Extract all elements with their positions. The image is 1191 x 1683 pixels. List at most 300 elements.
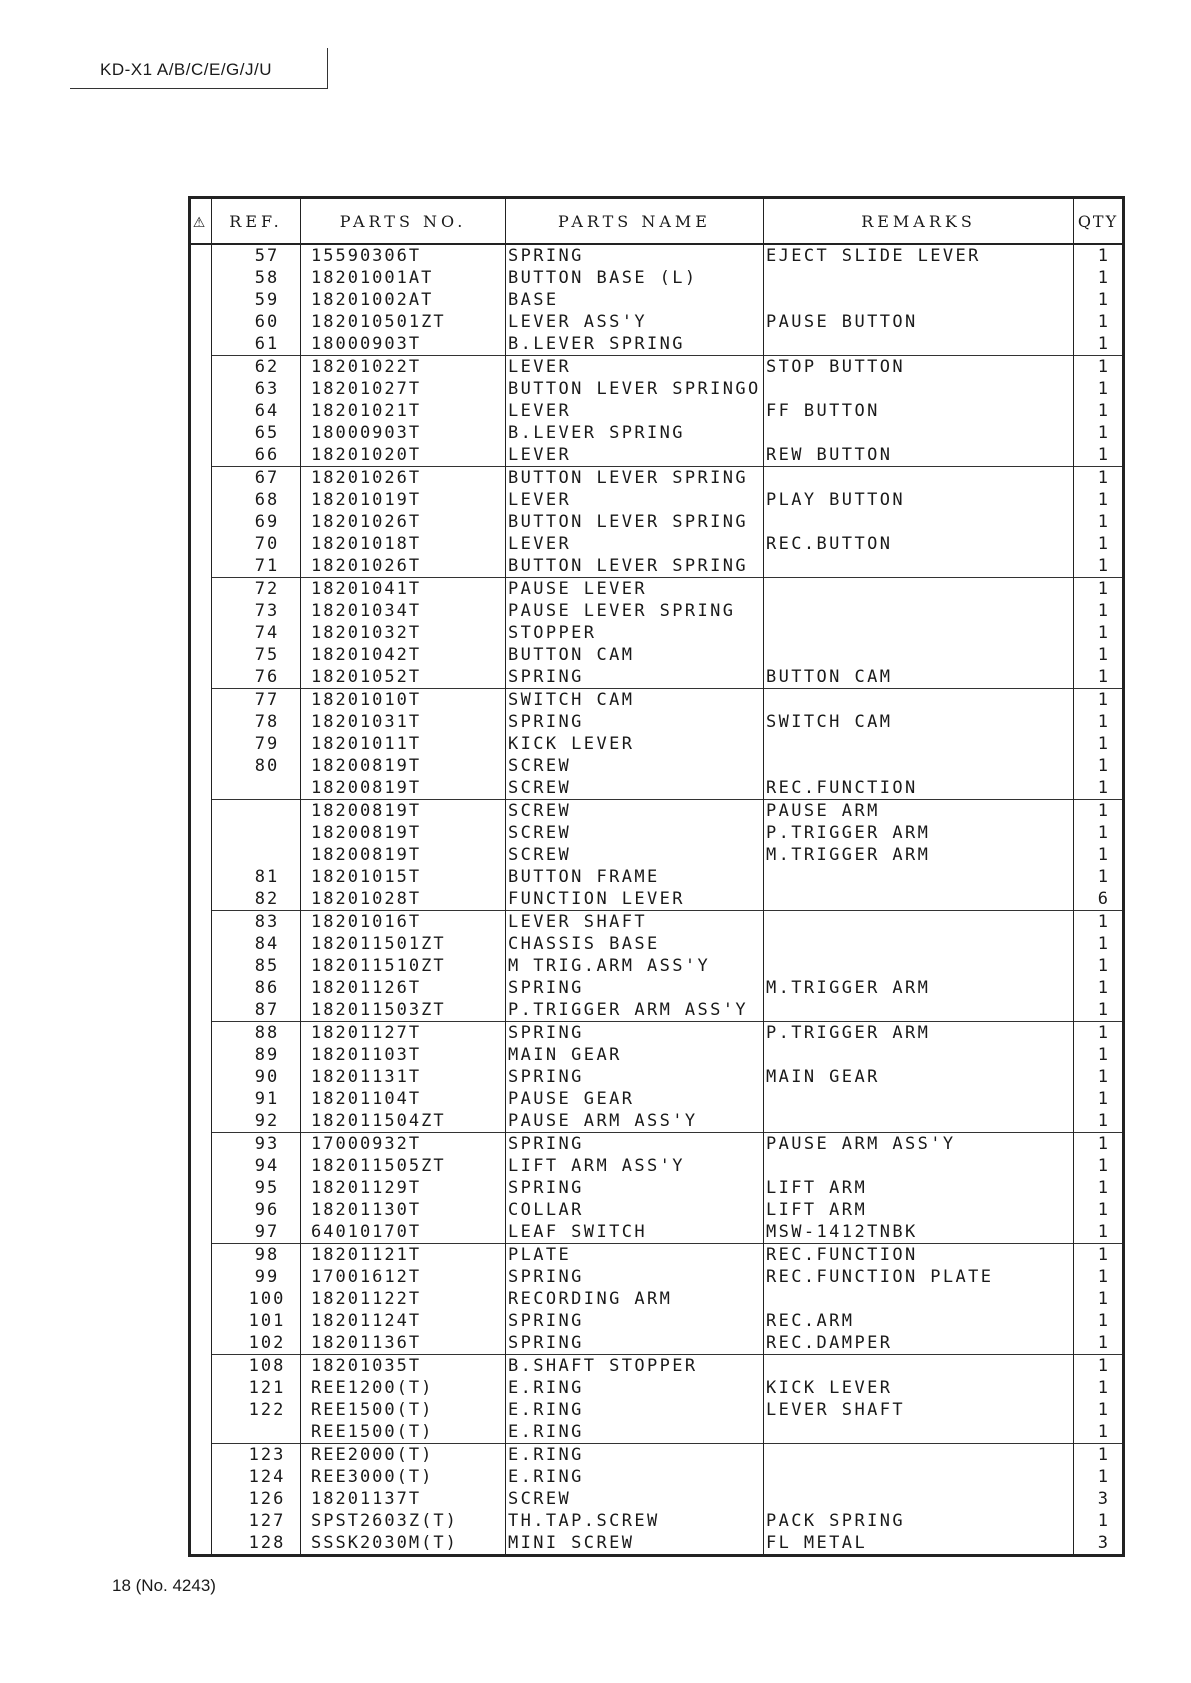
remarks-line (764, 267, 1073, 289)
qty-line: 1 (1097, 312, 1108, 332)
qty-line: 1 (1097, 690, 1108, 710)
warning-cell (190, 244, 212, 356)
parts-name-cell (506, 1444, 764, 1556)
parts-no-line: REE2000(T) (311, 1445, 434, 1465)
parts-no-line: 64010170T (311, 1222, 422, 1242)
warning-cell (190, 1022, 212, 1133)
parts-name-cell (506, 467, 764, 578)
remarks-cell (764, 356, 1074, 467)
parts-name-line: E.RING (508, 1467, 584, 1487)
qty-line: 1 (1097, 579, 1108, 599)
parts-no-line: 182011503ZT (311, 1000, 446, 1020)
qty-line: 1 (1097, 1111, 1108, 1131)
parts-no-line: REE1200(T) (311, 1378, 434, 1398)
qty-line: 1 (1097, 290, 1108, 310)
qty-line: 1 (1097, 756, 1108, 776)
parts-name-cell (506, 356, 764, 467)
remarks-line: REC.ARM (766, 1311, 855, 1331)
parts-name-line: SPRING (508, 1311, 584, 1331)
parts-name-line: BUTTON LEVER SPRINGO (508, 379, 761, 399)
parts-no-line: 18201031T (311, 712, 422, 732)
remarks-line: SWITCH CAM (766, 712, 893, 732)
parts-no-line: 18201131T (311, 1067, 422, 1087)
parts-no-line: 18201028T (311, 889, 422, 909)
ref-line: 80 (254, 756, 280, 776)
parts-name-line: SPRING (508, 667, 584, 687)
qty-line: 1 (1097, 401, 1108, 421)
table-row-group (190, 1022, 1124, 1133)
remarks-line: LEVER SHAFT (766, 1400, 905, 1420)
parts-name-line: SCREW (508, 756, 572, 776)
remarks-line (764, 622, 1073, 644)
qty-line: 6 (1097, 889, 1108, 909)
parts-no-line: 182011504ZT (311, 1111, 446, 1131)
qty-line: 1 (1097, 867, 1108, 887)
warning-cell (190, 800, 212, 911)
parts-name-line: BUTTON LEVER SPRING (508, 468, 749, 488)
remarks-line: REC.DAMPER (766, 1333, 893, 1353)
parts-no-column-header: PARTS NO. (301, 198, 506, 245)
ref-cell (212, 1355, 301, 1444)
parts-name-column-header: PARTS NAME (506, 198, 764, 245)
parts-no-line: 182011505ZT (311, 1156, 446, 1176)
remarks-line (764, 911, 1073, 933)
warning-cell (190, 1133, 212, 1244)
ref-line: 73 (254, 601, 280, 621)
table-row-group (190, 1133, 1124, 1244)
parts-no-line: 18201011T (311, 734, 422, 754)
parts-no-line: 18000903T (311, 334, 422, 354)
parts-name-line: SPRING (508, 978, 584, 998)
parts-name-line: PAUSE LEVER (508, 579, 647, 599)
ref-cell (212, 800, 301, 911)
ref-line: 89 (254, 1045, 280, 1065)
ref-line: 58 (254, 268, 280, 288)
ref-line: 79 (254, 734, 280, 754)
parts-name-line: CHASSIS BASE (508, 934, 660, 954)
parts-no-line: 18201022T (311, 357, 422, 377)
qty-line: 1 (1097, 1045, 1108, 1065)
parts-name-line: BASE (508, 290, 559, 310)
ref-line: 59 (254, 290, 280, 310)
parts-no-line: SSSK2030M(T) (311, 1533, 458, 1553)
parts-name-line: PAUSE GEAR (508, 1089, 635, 1109)
parts-no-line: 18201027T (311, 379, 422, 399)
parts-no-line: 18201010T (311, 690, 422, 710)
qty-line: 1 (1097, 468, 1108, 488)
warning-cell (190, 1244, 212, 1355)
parts-name-line: SPRING (508, 712, 584, 732)
remarks-line (764, 578, 1073, 600)
qty-cell (1074, 800, 1124, 911)
warning-column-header (190, 198, 212, 245)
ref-line: 74 (254, 623, 280, 643)
ref-line: 66 (254, 445, 280, 465)
parts-name-line: BUTTON FRAME (508, 867, 660, 887)
qty-cell (1074, 689, 1124, 800)
parts-name-line: LEVER (508, 534, 572, 554)
parts-name-cell (506, 1133, 764, 1244)
parts-name-line: SPRING (508, 1267, 584, 1287)
ref-line: 93 (254, 1134, 280, 1154)
qty-line: 1 (1097, 334, 1108, 354)
ref-line: 86 (254, 978, 280, 998)
parts-no-line: 18201026T (311, 556, 422, 576)
ref-line: 87 (254, 1000, 280, 1020)
parts-name-line: FUNCTION LEVER (508, 889, 685, 909)
qty-cell (1074, 244, 1124, 356)
remarks-line: M.TRIGGER ARM (766, 978, 931, 998)
qty-line: 1 (1097, 1356, 1108, 1376)
warning-cell (190, 689, 212, 800)
parts-list-table (188, 196, 1125, 1557)
remarks-line: STOP BUTTON (766, 357, 905, 377)
parts-name-line: SWITCH CAM (508, 690, 635, 710)
ref-line: 122 (248, 1400, 286, 1420)
table-row-group (190, 1244, 1124, 1355)
qty-line: 1 (1097, 1467, 1108, 1487)
ref-line: 98 (254, 1245, 280, 1265)
parts-no-line: 18201126T (311, 978, 422, 998)
ref-line: 124 (248, 1467, 286, 1487)
remarks-cell (764, 1244, 1074, 1355)
qty-cell (1074, 1355, 1124, 1444)
ref-line (212, 844, 300, 866)
parts-no-line: 18200819T (311, 778, 422, 798)
parts-name-line: LEVER SHAFT (508, 912, 647, 932)
qty-line: 1 (1097, 601, 1108, 621)
parts-name-line: B.LEVER SPRING (508, 334, 685, 354)
parts-no-line: 18201034T (311, 601, 422, 621)
parts-no-line: 18201018T (311, 534, 422, 554)
qty-line: 1 (1097, 1245, 1108, 1265)
ref-cell (212, 1444, 301, 1556)
parts-name-line: SCREW (508, 823, 572, 843)
parts-no-line: 18000903T (311, 423, 422, 443)
parts-name-cell (506, 1355, 764, 1444)
parts-name-line: LIFT ARM ASS'Y (508, 1156, 685, 1176)
parts-no-line: 18201042T (311, 645, 422, 665)
parts-no-line: 18201130T (311, 1200, 422, 1220)
parts-name-line: PAUSE ARM ASS'Y (508, 1111, 698, 1131)
parts-name-line: SPRING (508, 246, 584, 266)
parts-no-line: 18201041T (311, 579, 422, 599)
parts-name-line: SPRING (508, 1178, 584, 1198)
parts-name-line: STOPPER (508, 623, 597, 643)
parts-name-cell (506, 689, 764, 800)
ref-line: 101 (248, 1311, 286, 1331)
qty-line: 1 (1097, 1511, 1108, 1531)
parts-no-cell (301, 1444, 506, 1556)
warning-cell (190, 911, 212, 1022)
remarks-line (764, 1110, 1073, 1132)
remarks-line: FL METAL (766, 1533, 868, 1553)
ref-line: 96 (254, 1200, 280, 1220)
remarks-line (764, 422, 1073, 444)
ref-line: 82 (254, 889, 280, 909)
parts-name-cell (506, 800, 764, 911)
remarks-line: EJECT SLIDE LEVER (766, 246, 981, 266)
ref-line: 88 (254, 1023, 280, 1043)
parts-name-line: SPRING (508, 1333, 584, 1353)
parts-name-cell (506, 244, 764, 356)
parts-name-line: PAUSE LEVER SPRING (508, 601, 736, 621)
ref-line: 65 (254, 423, 280, 443)
qty-line: 1 (1097, 667, 1108, 687)
parts-no-cell (301, 467, 506, 578)
remarks-line (764, 933, 1073, 955)
ref-line: 57 (254, 246, 280, 266)
ref-line: 81 (254, 867, 280, 887)
remarks-cell (764, 689, 1074, 800)
header-rule (70, 88, 328, 89)
qty-line: 1 (1097, 490, 1108, 510)
qty-cell (1074, 911, 1124, 1022)
ref-line: 127 (248, 1511, 286, 1531)
qty-cell (1074, 1022, 1124, 1133)
qty-line: 1 (1097, 1156, 1108, 1176)
qty-line: 1 (1097, 912, 1108, 932)
parts-name-line: BUTTON CAM (508, 645, 635, 665)
parts-no-line: 18201127T (311, 1023, 422, 1043)
parts-name-line: SCREW (508, 801, 572, 821)
parts-name-line: E.RING (508, 1378, 584, 1398)
remarks-cell (764, 244, 1074, 356)
qty-line: 1 (1097, 268, 1108, 288)
parts-no-line: 18201124T (311, 1311, 422, 1331)
remarks-line (764, 733, 1073, 755)
qty-line: 1 (1097, 1222, 1108, 1242)
remarks-line (764, 378, 1073, 400)
ref-line: 63 (254, 379, 280, 399)
parts-no-line: REE3000(T) (311, 1467, 434, 1487)
remarks-line: REC.BUTTON (766, 534, 893, 554)
warning-cell (190, 1355, 212, 1444)
remarks-line: PAUSE ARM (766, 801, 880, 821)
parts-no-line: REE1500(T) (311, 1400, 434, 1420)
parts-name-line: SCREW (508, 845, 572, 865)
remarks-line: REC.FUNCTION PLATE (766, 1267, 994, 1287)
qty-line: 1 (1097, 1023, 1108, 1043)
remarks-cell (764, 911, 1074, 1022)
parts-no-cell (301, 1355, 506, 1444)
parts-no-line: SPST2603Z(T) (311, 1511, 458, 1531)
table-header-row (190, 198, 1124, 245)
ref-line: 62 (254, 357, 280, 377)
qty-line: 3 (1097, 1489, 1108, 1509)
qty-line: 1 (1097, 1067, 1108, 1087)
ref-line: 72 (254, 579, 280, 599)
ref-line: 76 (254, 667, 280, 687)
qty-cell (1074, 356, 1124, 467)
remarks-line: LIFT ARM (766, 1178, 868, 1198)
ref-line: 128 (248, 1533, 286, 1553)
parts-no-line: 15590306T (311, 246, 422, 266)
remarks-line (764, 511, 1073, 533)
parts-name-line: SPRING (508, 1067, 584, 1087)
remarks-line: PLAY BUTTON (766, 490, 905, 510)
ref-line (212, 1421, 300, 1443)
remarks-line (764, 689, 1073, 711)
ref-line: 126 (248, 1489, 286, 1509)
parts-no-line: 18201136T (311, 1333, 422, 1353)
table-row-group (190, 467, 1124, 578)
remarks-line: BUTTON CAM (766, 667, 893, 687)
ref-line: 100 (248, 1289, 286, 1309)
remarks-cell (764, 1022, 1074, 1133)
remarks-line: REC.FUNCTION (766, 778, 918, 798)
ref-cell (212, 356, 301, 467)
qty-line: 1 (1097, 734, 1108, 754)
remarks-column-header: REMARKS (764, 198, 1074, 245)
ref-cell (212, 1022, 301, 1133)
parts-no-line: 18200819T (311, 823, 422, 843)
qty-line: 1 (1097, 1267, 1108, 1287)
remarks-line (764, 1088, 1073, 1110)
parts-name-line: B.LEVER SPRING (508, 423, 685, 443)
parts-no-line: 182011510ZT (311, 956, 446, 976)
remarks-line: PACK SPRING (766, 1511, 905, 1531)
parts-no-cell (301, 356, 506, 467)
table-row-group (190, 911, 1124, 1022)
remarks-cell (764, 578, 1074, 689)
page-footer: 18 (No. 4243) (112, 1576, 216, 1595)
remarks-line (764, 289, 1073, 311)
ref-line: 61 (254, 334, 280, 354)
parts-name-line: B.SHAFT STOPPER (508, 1356, 698, 1376)
parts-no-line: 18201015T (311, 867, 422, 887)
parts-no-line: 18201001AT (311, 268, 434, 288)
qty-line: 1 (1097, 423, 1108, 443)
parts-no-cell (301, 911, 506, 1022)
parts-no-cell (301, 244, 506, 356)
remarks-line: REW BUTTON (766, 445, 893, 465)
parts-name-line: RECORDING ARM (508, 1289, 673, 1309)
parts-no-line: 18201103T (311, 1045, 422, 1065)
parts-name-line: E.RING (508, 1400, 584, 1420)
parts-no-cell (301, 1133, 506, 1244)
qty-line: 1 (1097, 645, 1108, 665)
warning-cell (190, 1444, 212, 1556)
qty-line: 1 (1097, 1445, 1108, 1465)
qty-line: 1 (1097, 1422, 1108, 1442)
remarks-cell (764, 1133, 1074, 1244)
parts-name-line: SPRING (508, 1023, 584, 1043)
qty-line: 1 (1097, 778, 1108, 798)
qty-line: 1 (1097, 1378, 1108, 1398)
qty-line: 1 (1097, 246, 1108, 266)
qty-cell (1074, 578, 1124, 689)
remarks-line (764, 866, 1073, 888)
parts-name-line: E.RING (508, 1422, 584, 1442)
parts-no-line: 18201121T (311, 1245, 422, 1265)
parts-no-line: 18201026T (311, 512, 422, 532)
parts-no-line: 18201122T (311, 1289, 422, 1309)
remarks-line: P.TRIGGER ARM (766, 823, 931, 843)
parts-no-line: 18200819T (311, 801, 422, 821)
table-row-group (190, 1355, 1124, 1444)
remarks-line (764, 1288, 1073, 1310)
remarks-line (764, 955, 1073, 977)
parts-name-line: LEVER (508, 445, 572, 465)
remarks-line (764, 1044, 1073, 1066)
remarks-line (764, 1488, 1073, 1510)
table-row-group (190, 578, 1124, 689)
parts-no-cell (301, 689, 506, 800)
remarks-line: PAUSE ARM ASS'Y (766, 1134, 956, 1154)
qty-line: 1 (1097, 1178, 1108, 1198)
qty-line: 1 (1097, 934, 1108, 954)
table-row-group (190, 800, 1124, 911)
parts-no-line: 18201019T (311, 490, 422, 510)
remarks-line: MSW-1412TNBK (766, 1222, 918, 1242)
ref-line: 64 (254, 401, 280, 421)
remarks-line: KICK LEVER (766, 1378, 893, 1398)
remarks-cell (764, 467, 1074, 578)
qty-cell (1074, 1244, 1124, 1355)
parts-name-line: BUTTON LEVER SPRING (508, 512, 749, 532)
qty-cell (1074, 467, 1124, 578)
model-label: KD-X1 A/B/C/E/G/J/U (100, 60, 272, 79)
qty-line: 1 (1097, 823, 1108, 843)
parts-no-line: 18200819T (311, 756, 422, 776)
ref-line (212, 800, 300, 822)
qty-column-header: QTY (1074, 198, 1124, 245)
parts-no-line: 18201104T (311, 1089, 422, 1109)
parts-name-line: SCREW (508, 1489, 572, 1509)
remarks-line: REC.FUNCTION (766, 1245, 918, 1265)
remarks-line (764, 555, 1073, 577)
ref-line: 121 (248, 1378, 286, 1398)
parts-no-line: 18201021T (311, 401, 422, 421)
ref-line: 102 (248, 1333, 286, 1353)
parts-table-body (190, 244, 1124, 1556)
table-row-group (190, 1444, 1124, 1556)
ref-line: 90 (254, 1067, 280, 1087)
ref-line (212, 777, 300, 799)
parts-name-cell (506, 1244, 764, 1355)
parts-no-line: 18200819T (311, 845, 422, 865)
ref-line: 67 (254, 468, 280, 488)
parts-name-line: PLATE (508, 1245, 572, 1265)
remarks-line (764, 1355, 1073, 1377)
parts-name-line: LEVER (508, 357, 572, 377)
parts-no-line: 18201002AT (311, 290, 434, 310)
qty-line: 1 (1097, 845, 1108, 865)
remarks-line (764, 999, 1073, 1021)
ref-cell (212, 578, 301, 689)
parts-no-line: 18201035T (311, 1356, 422, 1376)
ref-cell (212, 467, 301, 578)
parts-name-line: BUTTON LEVER SPRING (508, 556, 749, 576)
qty-line: 1 (1097, 1400, 1108, 1420)
qty-cell (1074, 1444, 1124, 1556)
parts-name-line: COLLAR (508, 1200, 584, 1220)
parts-no-cell (301, 800, 506, 911)
parts-name-line: TH.TAP.SCREW (508, 1511, 660, 1531)
parts-name-line: LEVER (508, 490, 572, 510)
warning-cell (190, 578, 212, 689)
warning-cell (190, 356, 212, 467)
qty-line: 1 (1097, 978, 1108, 998)
parts-name-line: M TRIG.ARM ASS'Y (508, 956, 711, 976)
parts-no-line: 18201026T (311, 468, 422, 488)
remarks-line (764, 333, 1073, 355)
parts-name-cell (506, 911, 764, 1022)
ref-cell (212, 244, 301, 356)
remarks-line: MAIN GEAR (766, 1067, 880, 1087)
ref-line: 70 (254, 534, 280, 554)
